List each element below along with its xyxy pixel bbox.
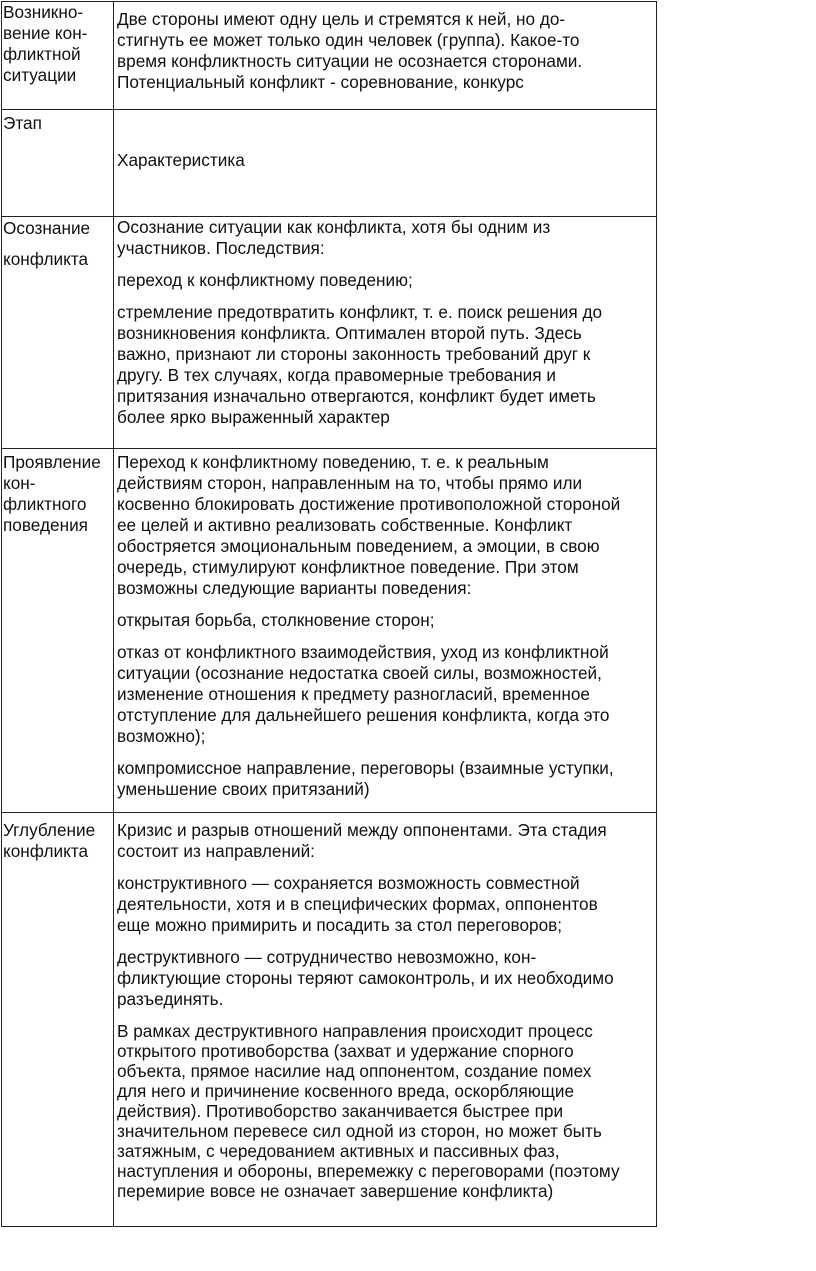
stage-cell — [2, 2, 114, 110]
table-row — [2, 449, 657, 813]
stage-name: Проявление кон- фликтного поведения — [3, 452, 101, 535]
description-cell — [114, 217, 657, 449]
description-paragraph: Кризис и разрыв отношений между оппонентами. Эта стадия состоит из направлений: — [117, 820, 607, 861]
header-cell-stage — [2, 110, 114, 217]
table-row — [2, 2, 657, 110]
description-paragraph: открытая борьба, столкновение сторон; — [117, 610, 435, 630]
description-paragraph: Переход к конфликтному поведению, т. е. к реальным действиям сторон, направленным на то, чтобы прямо или косвенно блокировать достижение противоположной стороной ее целей и активно реализовать собственные. Конфликт обостряется эмоциональным поведением, а эмоции, в свою очередь, стимулируют конфликтное поведение. При этом возможны следующие варианты поведения: — [117, 452, 621, 598]
stage-cell — [2, 217, 114, 449]
description-cell — [114, 813, 657, 1227]
column-header-characteristic: Характеристика — [117, 150, 245, 170]
description-paragraph: компромиссное направление, переговоры (взаимные уступки, уменьшение своих притязаний) — [117, 758, 614, 799]
stage-name: Углубление конфликта — [3, 820, 96, 861]
stages-table — [1, 1, 657, 1227]
description-paragraph: конструктивного — сохраняется возможность совместной деятельности, хотя и в специфических формах, оппонентов еще можно примирить и посадить за стол переговоров; — [117, 873, 598, 935]
description-paragraph: отказ от конфликтного взаимодействия, уход из конфликтной ситуации (осознание недостатка своей силы, возможностей, изменение отношения к предмету разногласий, временное отступление для дальнейшего решения конфликта, когда это возможно); — [117, 642, 610, 746]
stage-name: Осознание конфликта — [3, 218, 91, 269]
stage-name: Возникно- вение кон- фликтной ситуации — [3, 2, 88, 85]
description-paragraph: В рамках деструктивного направления происходит процесс открытого противоборства (захват и удержание спорного объекта, прямое насилие над оппонентом, создание помех для него и причинение косвенного вреда, оскорбляющие действия). Противоборство заканчивается быстрее при значительном перевесе сил одной из сторон, но может быть затяжным, с чередованием активных и пассивных фаз, наступления и обороны, вперемежку с переговорами (поэтому перемирие вовсе не означает завершение конфликта) — [117, 1021, 620, 1201]
description-paragraph: деструктивного — сотрудничество невозможно, кон- фликтующие стороны теряют самоконтроль, и их необходимо разъединять. — [117, 947, 614, 1009]
column-header-stage: Этап — [3, 113, 42, 133]
table-row — [2, 217, 657, 449]
table-header-row — [2, 110, 657, 217]
table-row — [2, 813, 657, 1227]
description-paragraph: Две стороны имеют одну цель и стремятся к ней, но до- стигнуть ее может только один человек (группа). Какое-то время конфликтность ситуации не осознается сторонами. Потенциальный конфликт - соревнование, конкурс — [117, 9, 583, 92]
description-cell — [114, 449, 657, 813]
stage-cell — [2, 813, 114, 1227]
description-paragraph: переход к конфликтному поведению; — [117, 270, 413, 290]
header-cell-characteristic — [114, 110, 657, 217]
stage-cell — [2, 449, 114, 813]
description-cell — [114, 2, 657, 110]
description-paragraph: Осознание ситуации как конфликта, хотя бы одним из участников. Последствия: — [117, 217, 551, 258]
description-paragraph: стремление предотвратить конфликт, т. е. поиск решения до возникновения конфликта. Оптимален второй путь. Здесь важно, признают ли стороны законность требований друг к другу. В тех случаях, когда правомерные требования и притязания изначально отвергаются, конфликт будет иметь более ярко выраженный характер — [117, 302, 603, 427]
